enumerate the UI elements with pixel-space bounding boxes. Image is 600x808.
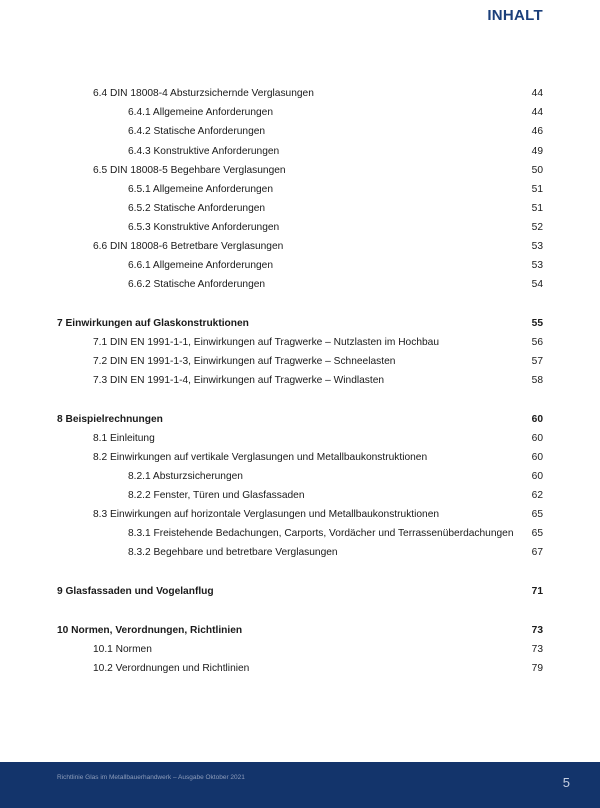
toc-entry-page: 50 [531,165,543,176]
toc-chapter-label: 9 Glasfassaden und Vogelanflug [57,586,214,597]
toc-entry-page: 79 [531,663,543,674]
toc-entry-label: 6.5.1 Allgemeine Anforderungen [128,184,273,195]
toc-chapter-page: 60 [531,414,543,425]
toc-entry-page: 52 [531,222,543,233]
footer-publication-title: Richtlinie Glas im Metallbauerhandwerk – Ausgabe Oktober 2021 [57,774,245,781]
toc-entry-label: 6.5 DIN 18008-5 Begehbare Verglasungen [93,165,286,176]
toc-entry[interactable] [0,450,600,469]
toc-entry-page: 46 [531,126,543,137]
toc-entry-page: 65 [531,528,543,539]
toc-entry-page: 57 [531,356,543,367]
toc-entry-page: 58 [531,375,543,386]
toc-entry[interactable] [0,163,600,182]
toc-entry-page: 65 [531,509,543,520]
toc-entry[interactable] [0,526,600,545]
toc-entry[interactable] [0,105,600,124]
toc-entry-page: 54 [531,279,543,290]
toc-entry[interactable] [0,373,600,392]
toc-chapter[interactable] [0,623,600,642]
toc-entry-page: 51 [531,184,543,195]
toc-entry[interactable] [0,239,600,258]
toc-entry[interactable] [0,258,600,277]
toc-entry[interactable] [0,431,600,450]
toc-entry[interactable] [0,220,600,239]
toc-entry-label: 6.4.3 Konstruktive Anforderungen [128,146,280,157]
toc-chapter-label: 10 Normen, Verordnungen, Richtlinien [57,625,243,636]
toc-entry-label: 8.3.1 Freistehende Bedachungen, Carports, Vordächer und Terrassenüberdachungen [128,528,514,539]
toc-entry[interactable] [0,277,600,296]
toc-entry[interactable] [0,488,600,507]
toc-chapter-label: 7 Einwirkungen auf Glaskonstruktionen [57,318,249,329]
toc-entry[interactable] [0,469,600,488]
toc-entry-label: 6.5.3 Konstruktive Anforderungen [128,222,280,233]
toc-entry-label: 6.4.1 Allgemeine Anforderungen [128,107,273,118]
toc-entry-page: 67 [531,547,543,558]
toc-entry-label: 8.2 Einwirkungen auf vertikale Verglasungen und Metallbaukonstruktionen [93,452,428,463]
toc-entry-page: 60 [531,433,543,444]
toc-entry-label: 10.1 Normen [93,644,152,655]
toc-chapter[interactable] [0,584,600,603]
toc-entry-label: 7.2 DIN EN 1991-1-3, Einwirkungen auf Tragwerke – Schneelasten [93,356,396,367]
toc-entry-label: 8.2.1 Absturzsicherungen [128,471,243,482]
toc-entry-page: 51 [531,203,543,214]
toc-entry[interactable] [0,144,600,163]
toc-entry-label: 7.3 DIN EN 1991-1-4, Einwirkungen auf Tragwerke – Windlasten [93,375,385,386]
toc-entry-label: 8.3.2 Begehbare und betretbare Verglasungen [128,547,338,558]
toc-entry-page: 62 [531,490,543,501]
section-title: INHALT [487,7,543,24]
toc-chapter-label: 8 Beispielrechnungen [57,414,163,425]
toc-entry-label: 8.2.2 Fenster, Türen und Glasfassaden [128,490,305,501]
toc-entry[interactable] [0,182,600,201]
toc-entry[interactable] [0,86,600,105]
toc-entry-page: 56 [531,337,543,348]
toc-entry-label: 6.4 DIN 18008-4 Absturzsichernde Verglasungen [93,88,314,99]
toc-chapter[interactable] [0,316,600,335]
toc-entry-label: 6.4.2 Statische Anforderungen [128,126,266,137]
toc-entry[interactable] [0,335,600,354]
toc-entry-label: 6.5.2 Statische Anforderungen [128,203,266,214]
toc-entry[interactable] [0,642,600,661]
toc-entry[interactable] [0,507,600,526]
toc-entry[interactable] [0,661,600,680]
toc-entry[interactable] [0,201,600,220]
toc-entry-label: 7.1 DIN EN 1991-1-1, Einwirkungen auf Tragwerke – Nutzlasten im Hochbau [93,337,439,348]
toc-entry-page: 49 [531,146,543,157]
toc-entry-page: 73 [531,644,543,655]
toc-chapter-page: 73 [531,625,543,636]
toc-entry-page: 60 [531,452,543,463]
page-footer [0,762,600,808]
toc-entry-page: 53 [531,241,543,252]
toc-chapter-page: 71 [531,586,543,597]
toc-entry-label: 6.6.1 Allgemeine Anforderungen [128,260,273,271]
toc-entry-label: 6.6 DIN 18008-6 Betretbare Verglasungen [93,241,284,252]
toc-entry-page: 44 [531,88,543,99]
toc-entry-label: 8.1 Einleitung [93,433,155,444]
toc-entry-page: 53 [531,260,543,271]
toc-entry[interactable] [0,354,600,373]
toc-entry[interactable] [0,545,600,564]
toc-entry-label: 8.3 Einwirkungen auf horizontale Verglasungen und Metallbaukonstruktionen [93,509,440,520]
toc-entry-page: 44 [531,107,543,118]
toc-entry-label: 6.6.2 Statische Anforderungen [128,279,266,290]
toc-entry[interactable] [0,124,600,143]
toc-chapter[interactable] [0,412,600,431]
toc-chapter-page: 55 [531,318,543,329]
page-number: 5 [562,775,570,790]
toc-entry-page: 60 [531,471,543,482]
toc-entry-label: 10.2 Verordnungen und Richtlinien [93,663,250,674]
